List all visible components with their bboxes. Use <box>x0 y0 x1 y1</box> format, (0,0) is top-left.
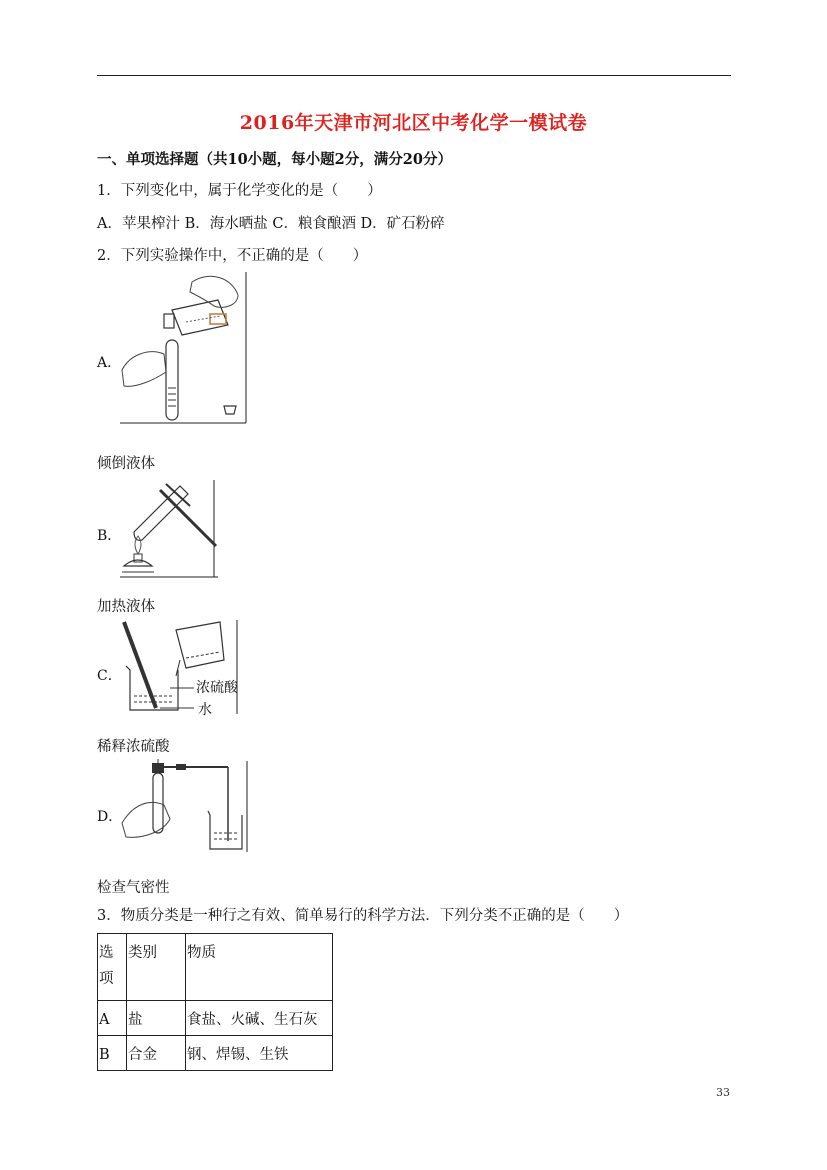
classification-table <box>97 933 333 1071</box>
pouring-liquid-figure <box>120 270 250 425</box>
option-a-caption: 倾倒液体 <box>97 456 155 472</box>
question-2-stem: 2．下列实验操作中，不正确的是（ ） <box>97 248 368 264</box>
option-d-label: D． <box>97 809 123 825</box>
table-cell: 盐 <box>127 1001 186 1036</box>
page-number: 33 <box>716 1086 730 1099</box>
airtightness-check-figure <box>120 759 250 854</box>
table-row <box>98 1001 333 1036</box>
table-cell: B <box>98 1036 127 1071</box>
table-row <box>98 1036 333 1071</box>
question-1-stem: 1．下列变化中，属于化学变化的是（ ） <box>97 183 382 199</box>
option-c-caption: 稀释浓硫酸 <box>97 739 170 755</box>
table-cell: 合金 <box>127 1036 186 1071</box>
option-a-label: A． <box>97 355 122 371</box>
table-header-cell: 物质 <box>186 934 333 1001</box>
header-rule <box>97 75 731 76</box>
concentrated-acid-label: 浓硫酸 <box>196 680 238 696</box>
option-c-label: C． <box>97 668 122 684</box>
table-header-cell: 类别 <box>127 934 186 1001</box>
diluting-acid-figure <box>120 618 240 716</box>
option-b-caption: 加热液体 <box>97 599 155 615</box>
heating-liquid-figure <box>120 478 220 580</box>
question-3-stem: 3．物质分类是一种行之有效、简单易行的科学方法．下列分类不正确的是（ ） <box>97 908 629 924</box>
question-1-options: A．苹果榨汁 B．海水晒盐 C．粮食酿酒 D．矿石粉碎 <box>97 216 445 232</box>
table-header-row <box>98 934 333 1001</box>
option-d-caption: 检查气密性 <box>97 880 170 896</box>
table-header-cell: 选项 <box>98 934 127 1001</box>
option-b-label: B． <box>97 528 122 544</box>
page-title: 2016年天津市河北区中考化学一模试卷 <box>239 112 588 134</box>
table-cell: 钢、焊锡、生铁 <box>186 1036 333 1071</box>
table-cell: A <box>98 1001 127 1036</box>
section-heading: 一、单项选择题（共10小题，每小题2分，满分20分） <box>97 151 452 168</box>
water-label: 水 <box>198 702 212 718</box>
table-cell: 食盐、火碱、生石灰 <box>186 1001 333 1036</box>
